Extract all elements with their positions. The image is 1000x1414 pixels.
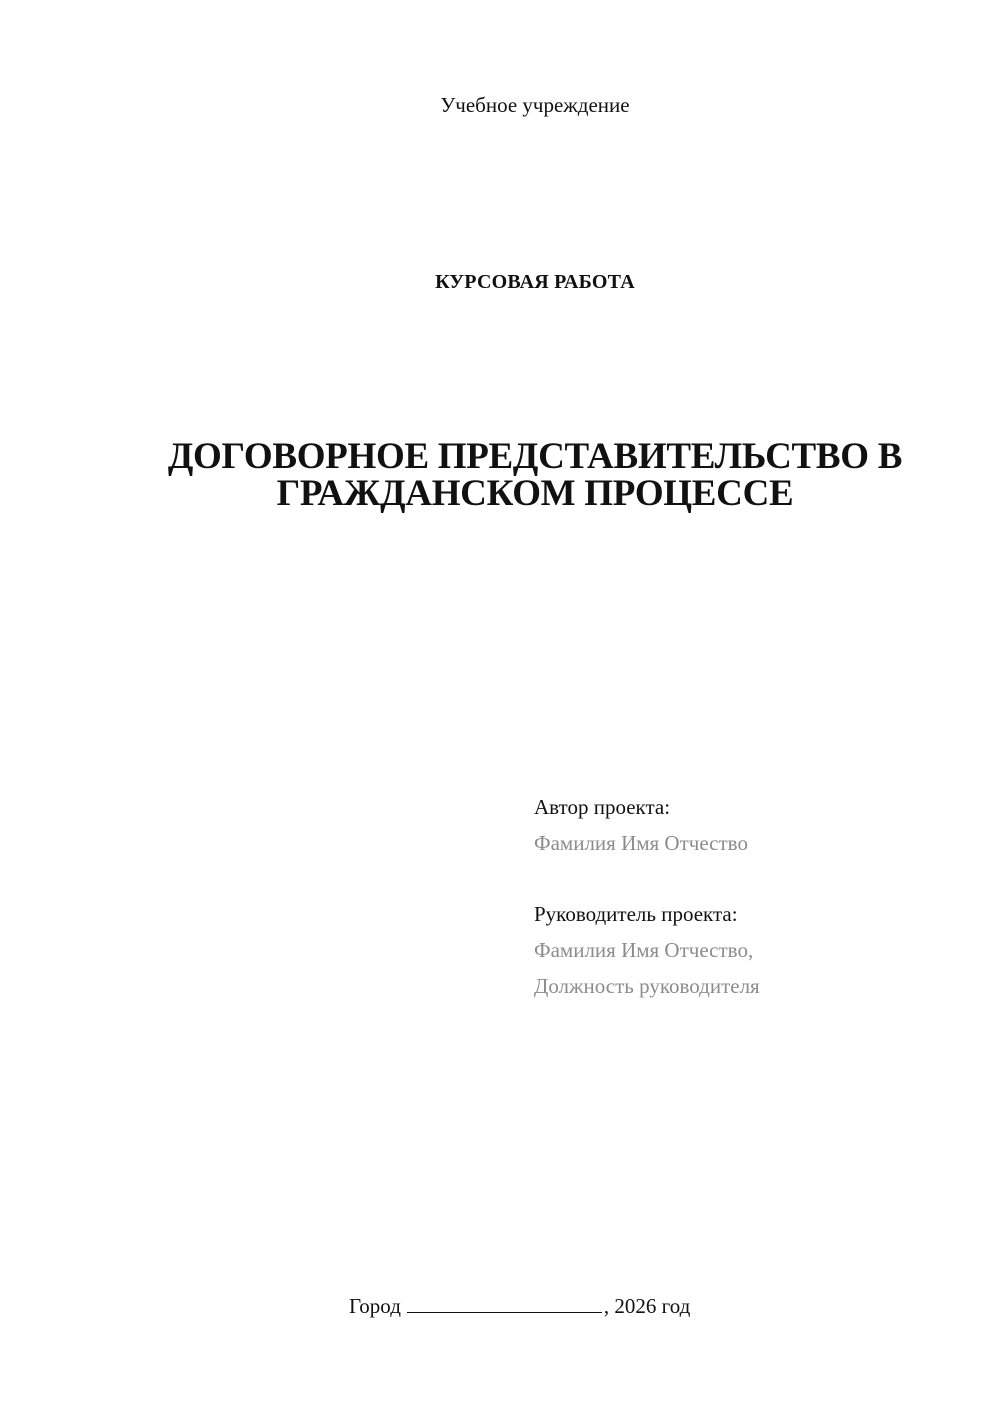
author-name: Фамилия Имя Отчество — [534, 831, 748, 855]
document-title-line-1: ДОГОВОРНОЕ ПРЕДСТАВИТЕЛЬСТВО В — [167, 436, 903, 477]
supervisor-label: Руководитель проекта: — [534, 902, 738, 926]
document-title — [0, 438, 1000, 512]
author-label: Автор проекта: — [534, 795, 671, 819]
document-type: КУРСОВАЯ РАБОТА — [435, 271, 635, 293]
city-year-line — [349, 1292, 690, 1319]
year-text: , 2026 год — [603, 1294, 691, 1318]
supervisor-position: Должность руководителя — [534, 974, 760, 998]
city-blank-line — [407, 1292, 602, 1313]
document-title-line-2: ГРАЖДАНСКОМ ПРОЦЕССЕ — [276, 473, 794, 514]
city-label: Город — [349, 1294, 401, 1318]
supervisor-name: Фамилия Имя Отчество, — [534, 938, 754, 962]
project-credits — [534, 789, 760, 1004]
institution-name: Учебное учреждение — [440, 93, 630, 117]
credits-spacer — [534, 861, 760, 896]
